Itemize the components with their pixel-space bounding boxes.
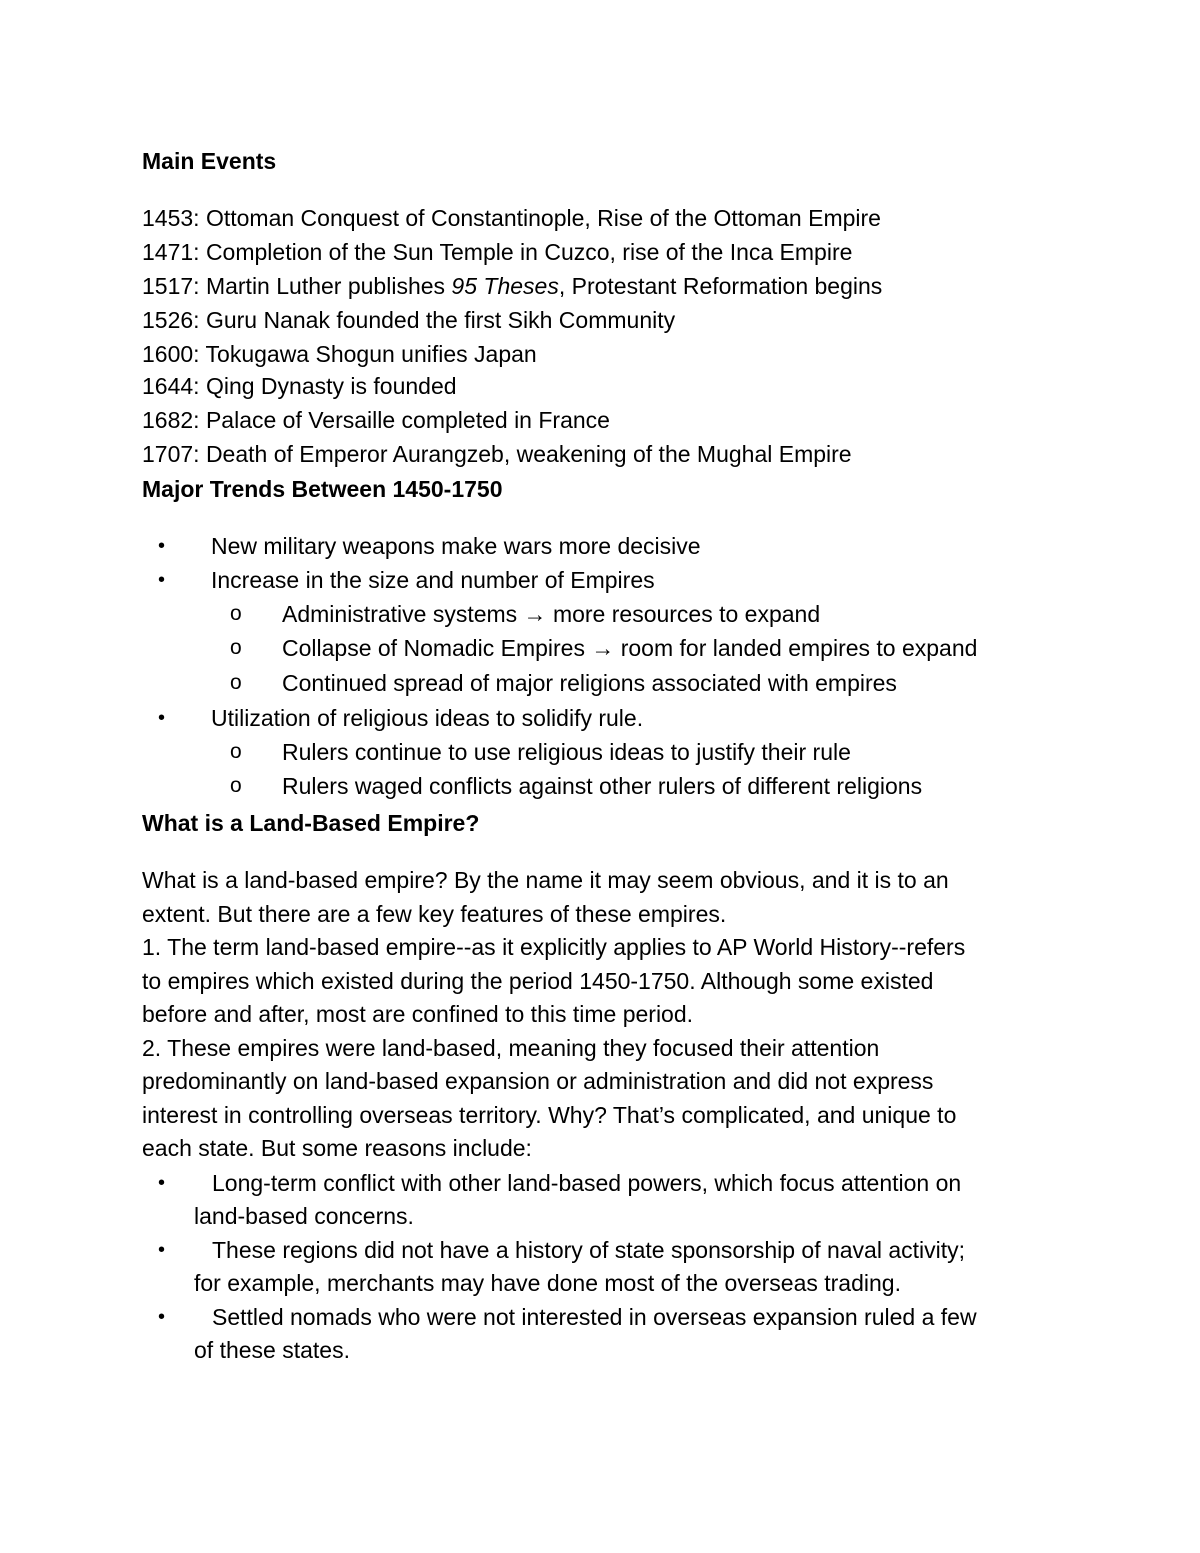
event-text: 1517: Martin Luther publishes <box>142 273 452 299</box>
reason-line: land-based concerns. <box>194 1203 414 1229</box>
body-line: 1. The term land-based empire--as it explicitly applies to AP World History--refers <box>142 934 966 960</box>
event-line: 1453: Ottoman Conquest of Constantinople, Rise of the Ottoman Empire <box>142 205 881 231</box>
trend-subitem: Rulers waged conflicts against other rulers of different religions <box>282 773 923 799</box>
event-line: 1707: Death of Emperor Aurangzeb, weakening of the Mughal Empire <box>142 441 852 467</box>
trend-subitem: Rulers continue to use religious ideas to justify their rule <box>282 739 851 765</box>
sub-bullet-glyph: o <box>230 740 242 763</box>
trend-item: New military weapons make wars more decisive <box>211 533 701 559</box>
event-line: 1526: Guru Nanak founded the first Sikh Community <box>142 307 676 333</box>
trend-subitem: Continued spread of major religions associated with empires <box>282 670 897 696</box>
body-line: What is a land-based empire? By the name it may seem obvious, and it is to an <box>142 867 949 893</box>
sub-bullet-glyph: o <box>230 636 242 659</box>
reason-line: Settled nomads who were not interested in overseas expansion ruled a few <box>212 1304 977 1330</box>
trend-subitem: Administrative systems → more resources to expand <box>282 601 821 627</box>
trend-item: Increase in the size and number of Empires <box>211 567 655 593</box>
body-line: to empires which existed during the period 1450-1750. Although some existed <box>142 968 934 994</box>
sub-bullet-glyph: o <box>230 602 242 625</box>
reason-line: These regions did not have a history of state sponsorship of naval activity; <box>212 1237 966 1263</box>
event-line: 1600: Tokugawa Shogun unifies Japan <box>142 341 537 367</box>
event-line: 1471: Completion of the Sun Temple in Cuzco, rise of the Inca Empire <box>142 239 853 265</box>
heading-main-events: Main Events <box>142 148 277 174</box>
body-line: before and after, most are confined to this time period. <box>142 1001 694 1027</box>
bullet-glyph: • <box>158 1239 166 1261</box>
event-line <box>142 271 882 301</box>
bullet-glyph: • <box>158 569 166 591</box>
reason-line: for example, merchants may have done most of the overseas trading. <box>194 1270 901 1296</box>
body-line: predominantly on land-based expansion or administration and did not express <box>142 1068 934 1094</box>
trend-item: Utilization of religious ideas to solidify rule. <box>211 705 644 731</box>
bullet-glyph: • <box>158 535 166 557</box>
body-line: interest in controlling overseas territory. Why? That’s complicated, and unique to <box>142 1102 957 1128</box>
sub-bullet-glyph: o <box>230 671 242 694</box>
bullet-glyph: • <box>158 1172 166 1194</box>
body-line: each state. But some reasons include: <box>142 1135 532 1161</box>
event-title-italic: 95 Theses <box>451 273 559 299</box>
reason-line: of these states. <box>194 1337 350 1363</box>
event-line: 1644: Qing Dynasty is founded <box>142 373 457 399</box>
event-line: 1682: Palace of Versaille completed in France <box>142 407 610 433</box>
bullet-glyph: • <box>158 1306 166 1328</box>
heading-land-based-empire: What is a Land-Based Empire? <box>142 810 480 836</box>
sub-bullet-glyph: o <box>230 774 242 797</box>
body-line: 2. These empires were land-based, meaning they focused their attention <box>142 1035 880 1061</box>
reason-line: Long-term conflict with other land-based powers, which focus attention on <box>212 1170 962 1196</box>
body-line: extent. But there are a few key features of these empires. <box>142 901 727 927</box>
event-text: , Protestant Reformation begins <box>558 273 883 299</box>
heading-major-trends: Major Trends Between 1450-1750 <box>142 476 503 502</box>
trend-subitem: Collapse of Nomadic Empires → room for landed empires to expand <box>282 635 978 661</box>
bullet-glyph: • <box>158 707 166 729</box>
